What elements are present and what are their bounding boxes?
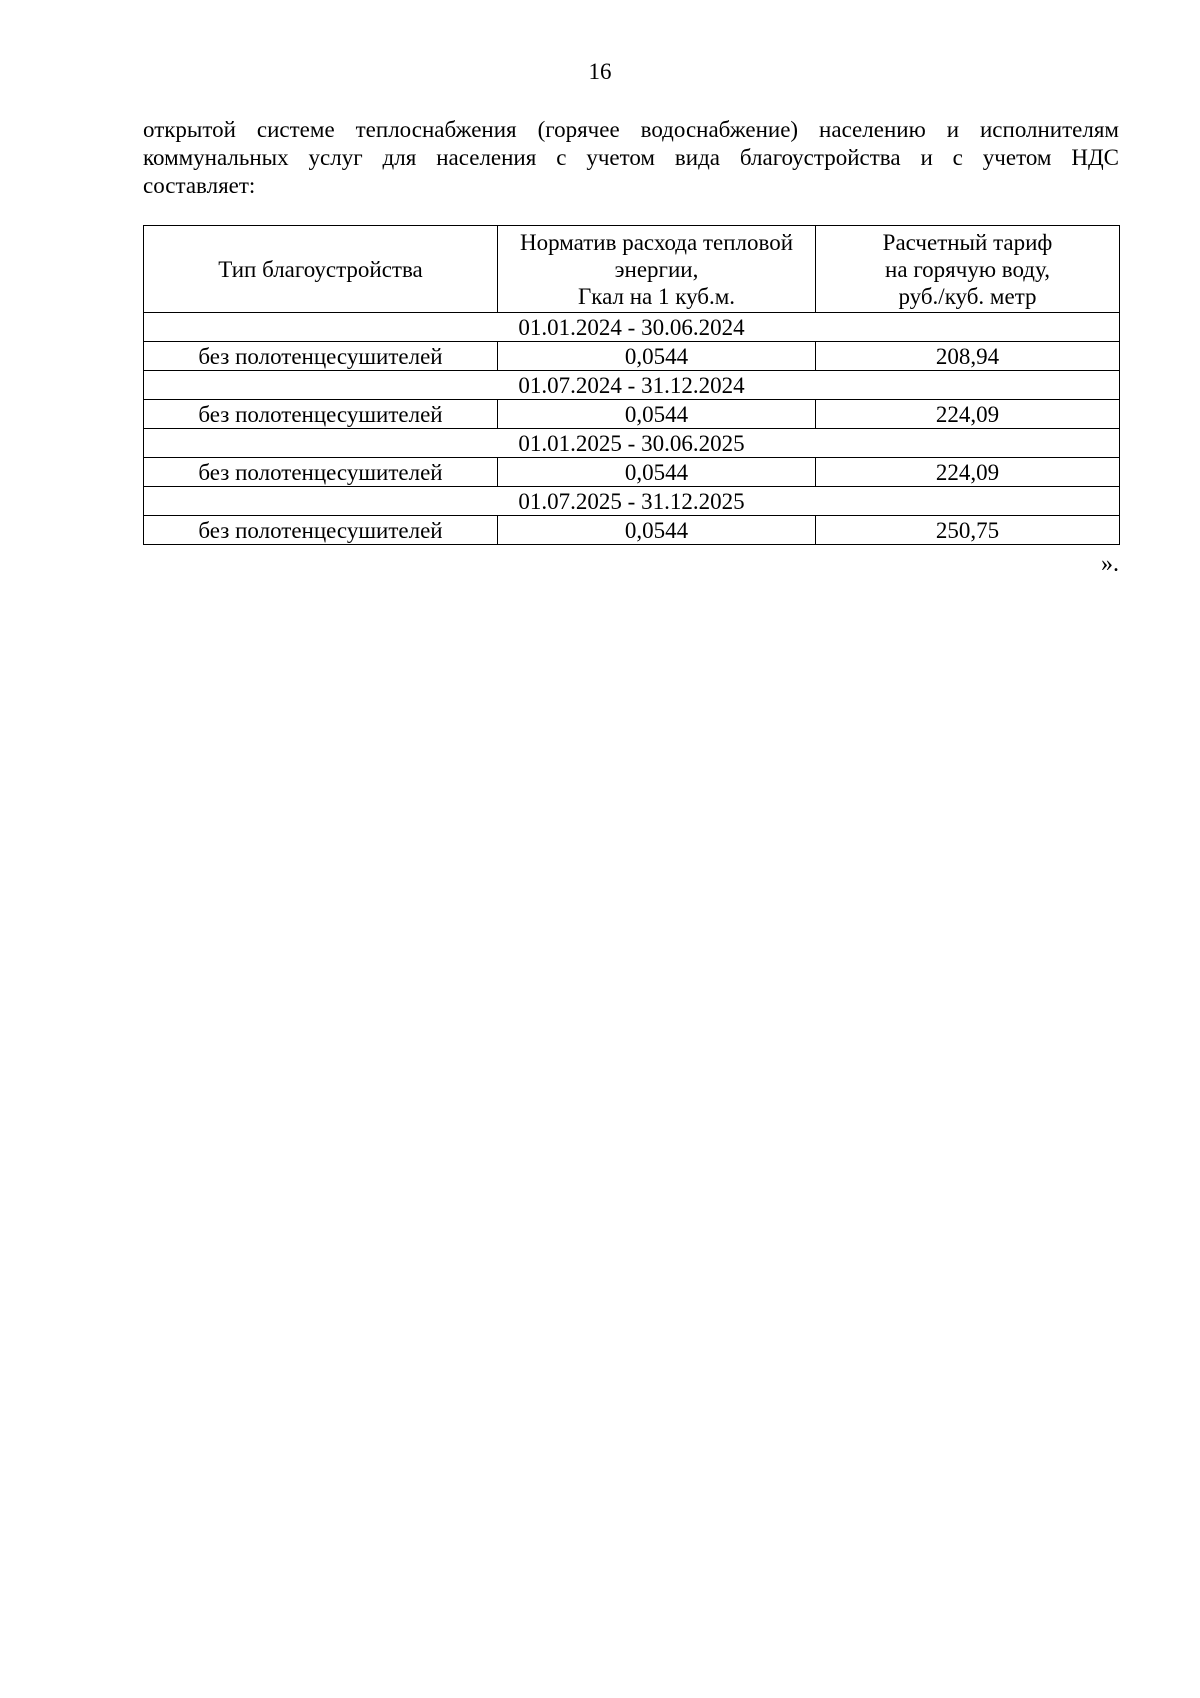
period-cell: 01.01.2025 - 30.06.2025 [144, 429, 1120, 458]
intro-paragraph [143, 116, 1119, 200]
tariff-cell: 208,94 [816, 342, 1120, 371]
header-tariff-line-1: Расчетный тариф [882, 229, 1053, 255]
table-row [144, 458, 1120, 487]
tariff-cell: 224,09 [816, 400, 1120, 429]
header-heat-norm-line-3: Гкал на 1 куб.м. [577, 283, 736, 309]
improvement-type-cell: без полотенцесушителей [144, 400, 498, 429]
period-row [144, 429, 1120, 458]
improvement-type-cell: без полотенцесушителей [144, 342, 498, 371]
intro-line-2: коммунальных услуг для населения с учетом вида благоустройства и с учетом НДС [143, 145, 1119, 170]
header-tariff-line-2: на горячую воду, [885, 256, 1050, 282]
table-row [144, 342, 1120, 371]
heat-norm-cell: 0,0544 [498, 400, 816, 429]
heat-norm-cell: 0,0544 [498, 516, 816, 545]
heat-norm-cell: 0,0544 [498, 458, 816, 487]
header-improvement-type [144, 226, 498, 313]
header-tariff-line-3: руб./куб. метр [898, 283, 1037, 309]
tariff-table [143, 225, 1120, 545]
intro-line-1: открытой системе теплоснабжения (горячее водоснабжение) населению и исполнителям [143, 117, 1119, 142]
improvement-type-cell: без полотенцесушителей [144, 516, 498, 545]
tariff-cell: 250,75 [816, 516, 1120, 545]
period-cell: 01.01.2024 - 30.06.2024 [144, 313, 1120, 342]
period-cell: 01.07.2025 - 31.12.2025 [144, 487, 1120, 516]
intro-line-3: составляет: [143, 173, 256, 198]
improvement-type-cell: без полотенцесушителей [144, 458, 498, 487]
header-heat-norm [498, 226, 816, 313]
period-row [144, 487, 1120, 516]
table-row [144, 400, 1120, 429]
table-row [144, 516, 1120, 545]
header-heat-norm-line-1: Норматив расхода тепловой [519, 229, 794, 255]
tariff-cell: 224,09 [816, 458, 1120, 487]
heat-norm-cell: 0,0544 [498, 342, 816, 371]
period-row [144, 313, 1120, 342]
closing-quote: ». [1101, 551, 1119, 577]
header-tariff [816, 226, 1120, 313]
header-heat-norm-line-2: энергии, [614, 256, 699, 282]
period-cell: 01.07.2024 - 31.12.2024 [144, 371, 1120, 400]
period-row [144, 371, 1120, 400]
page-number: 16 [588, 59, 612, 84]
table-header-row [144, 226, 1120, 313]
header-improvement-type-label: Тип благоустройства [218, 256, 423, 282]
